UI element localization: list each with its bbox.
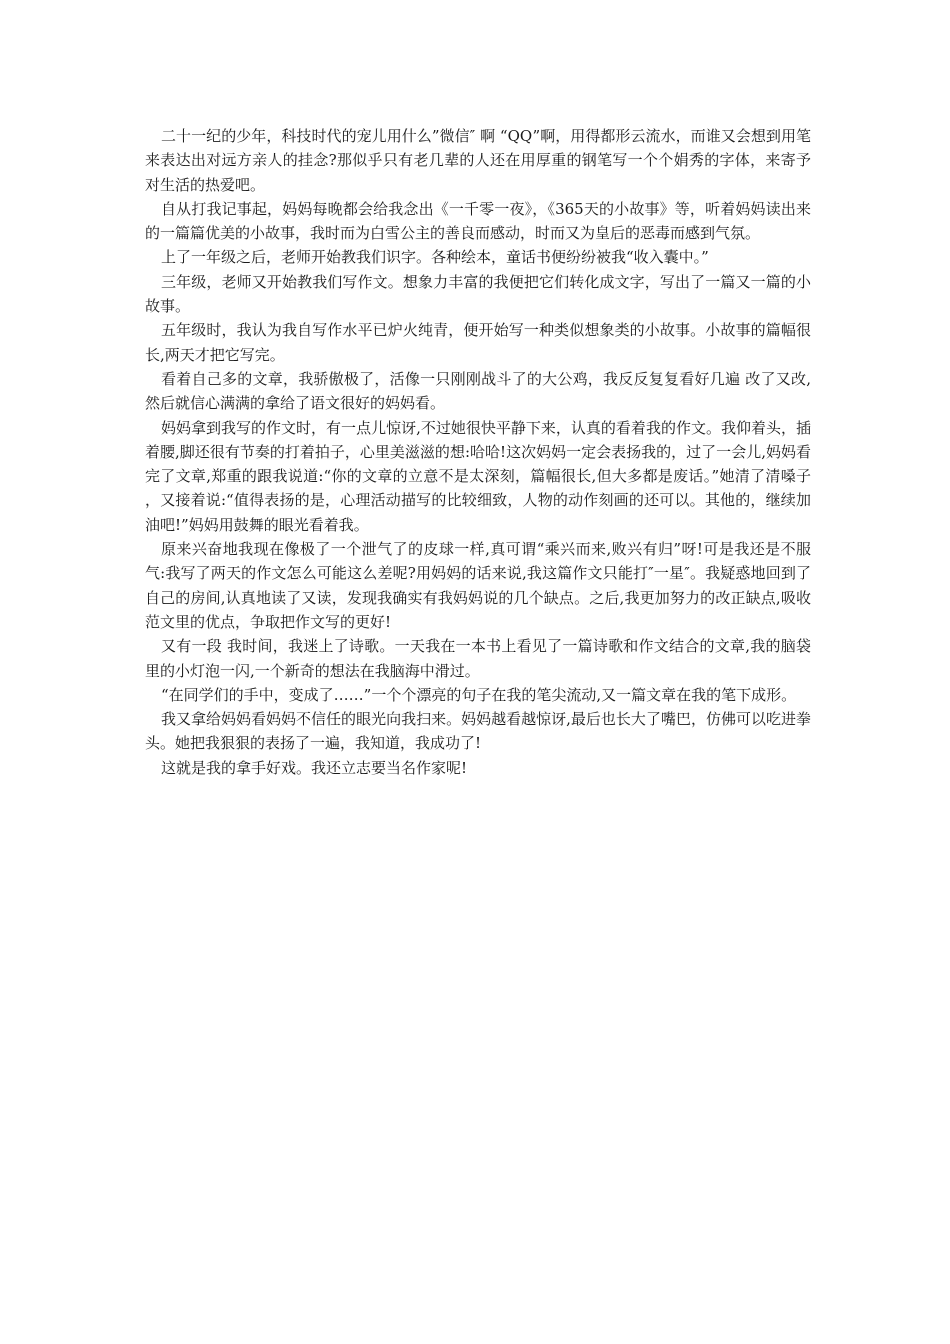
paragraph: 我又拿给妈妈看妈妈不信任的眼光向我扫来。妈妈越看越惊讶,最后也长大了嘴巴，仿佛可以吃进拳头。她把我狠狠的表扬了一遍，我知道，我成功了! bbox=[145, 710, 811, 753]
paragraph: 这就是我的拿手好戏。我还立志要当名作家呢! bbox=[161, 758, 468, 777]
paragraph: 二十一纪的少年，科技时代的宠儿用什么”微信″ 啊 “QQ”啊，用得都形云流水，而谁又会想到用笔来表达出对远方亲人的挂念?那似乎只有老几辈的人还在用厚重的钢笔写一个个娟秀的字体，来寄予对生活的热爱吧。 bbox=[145, 127, 811, 194]
paragraph: 妈妈拿到我写的作文时，有一点儿惊讶,不过她很快平静下来，认真的看着我的作文。我仰着头，插着腰,脚还很有节奏的打着拍子，心里美滋滋的想:哈哈!这次妈妈一定会表扬我的，过了一会儿,妈妈看完了文章,郑重的跟我说道:“你的文章的立意不是太深刻，篇幅很长,但大多都是废话。”她清了清嗓子 ，又接着说:“值得表扬的是，心理活动描写的比较细致，人物的动作刻画的还可以。其他的，继续加油吧!”妈妈用鼓舞的眼光看着我。 bbox=[145, 418, 811, 534]
paragraph: 五年级时，我认为我自写作水平已炉火纯青，便开始写一种类似想象类的小故事。小故事的篇幅很长,两天才把它写完。 bbox=[145, 321, 811, 364]
paragraph: 原来兴奋地我现在像极了一个泄气了的皮球一样,真可谓“乘兴而来,败兴有归”呀!可是我还是不服气:我写了两天的作文怎么可能这么差呢?用妈妈的话来说,我这篇作文只能打″一星″。我疑惑地回到了自己的房间,认真地读了又读，发现我确实有我妈妈说的几个缺点。之后,我更加努力的改正缺点,吸收范文里的优点，争取把作文写的更好! bbox=[145, 540, 811, 631]
paragraph: 自从打我记事起，妈妈每晚都会给我念出《一千零一夜》，《365天的小故事》等，听着妈妈读出来的一篇篇优美的小故事，我时而为白雪公主的善良而感动，时而又为皇后的恶毒而感到气氛。 bbox=[145, 199, 811, 243]
paragraph: 看着自己多的文章，我骄傲极了，活像一只刚刚战斗了的大公鸡，我反反复复看好几遍 改了又改,然后就信心满满的拿给了语文很好的妈妈看。 bbox=[145, 369, 811, 413]
paragraph: 三年级，老师又开始教我们写作文。想象力丰富的我便把它们转化成文字，写出了一篇又一篇的小故事。 bbox=[145, 272, 811, 316]
paragraph: “在同学们的手中，变成了……”一个个漂亮的句子在我的笔尖流动,又一篇文章在我的笔下成形。 bbox=[161, 685, 797, 704]
paragraph: 上了一年级之后，老师开始教我们识字。各种绘本，童话书便纷纷被我“收入囊中。” bbox=[161, 248, 709, 267]
essay-body bbox=[145, 124, 811, 780]
paragraph: 又有一段 我时间，我迷上了诗歌。一天我在一本书上看见了一篇诗歌和作文结合的文章,我的脑袋里的小灯泡一闪,一个新奇的想法在我脑海中滑过。 bbox=[145, 637, 811, 680]
